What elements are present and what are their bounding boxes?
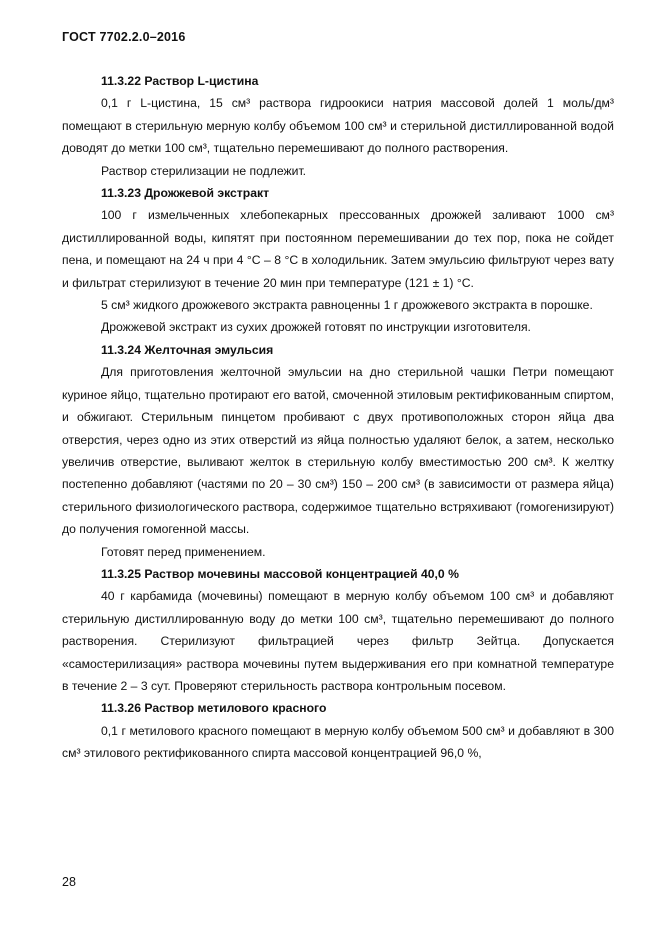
section-heading: 11.3.23 Дрожжевой экстракт: [101, 186, 270, 201]
paragraph: Для приготовления желточной эмульсии на дно стерильной чашки Петри помещают куриное яйцо, тщательно протирают его ватой, смоченной этиловым ректификованным спиртом, и обжигают. Стерильным пинцетом пробивают с двух противоположных сторон яйца два отверстия, через одно из этих отверстий из яйца полностью удаляют белок, а затем, несколько увеличив отверстие, выливают желток в стерильную колбу вместимостью 200 см³. К желтку постепенно добавляют (частями по 20 – 30 см³) 150 – 200 см³ (в зависимости от размера яйца) стерильного физиологического раствора, содержимое тщательно встряхивают (гомогенизируют) до получения гомогенной массы.: [62, 365, 614, 537]
section-heading: 11.3.24 Желточная эмульсия: [101, 342, 274, 357]
paragraph: Раствор стерилизации не подлежит.: [101, 163, 307, 178]
paragraph: 40 г карбамида (мочевины) помещают в мерную колбу объемом 100 см³ и добавляют стерильную дистиллированную воду до метки 100 см³, тщательно перемешивают до полного растворения. Стерилизуют фильтрацией через фильтр Зейтца. Допускается «самостерилизация» раствора мочевины путем выдерживания его при комнатной температуре в течение 2 – 3 сут. Проверяют стерильность раствора контрольным посевом.: [62, 589, 614, 693]
paragraph: 100 г измельченных хлебопекарных прессованных дрожжей заливают 1000 см³ дистиллированной воды, кипятят при постоянном перемешивании до тех пор, пока не сойдет пена, и помещают на 24 ч при 4 °С – 8 °С в холодильник. Затем эмульсию фильтруют через вату и фильтрат стерилизуют в течение 20 мин при температуре (121 ± 1) °С.: [62, 208, 614, 290]
paragraph: 5 см³ жидкого дрожжевого экстракта равноценны 1 г дрожжевого экстракта в порошке.: [101, 298, 593, 313]
section-heading: 11.3.26 Раствор метилового красного: [101, 701, 327, 716]
paragraph: 0,1 г L-цистина, 15 см³ раствора гидроокиси натрия массовой долей 1 моль/дм³ помещают в стерильную мерную колбу объемом 100 см³ и стерильной дистиллированной водой доводят до метки 100 см³, тщательно перемешивают до полного растворения.: [62, 96, 614, 156]
paragraph: Готовят перед применением.: [101, 544, 266, 559]
page-number: 28: [62, 875, 76, 889]
section-heading: 11.3.22 Раствор L-цистина: [101, 74, 259, 88]
section-heading: 11.3.25 Раствор мочевины массовой концентрацией 40,0 %: [101, 566, 459, 581]
paragraph: 0,1 г метилового красного помещают в мерную колбу объемом 500 см³ и добавляют в 300 см³ этилового ректификованного спирта массовой концентрацией 96,0 %,: [62, 723, 614, 761]
document-header: ГОСТ 7702.2.0–2016: [62, 30, 186, 44]
paragraph: Дрожжевой экстракт из сухих дрожжей готовят по инструкции изготовителя.: [101, 320, 531, 335]
document-body: [62, 70, 614, 765]
